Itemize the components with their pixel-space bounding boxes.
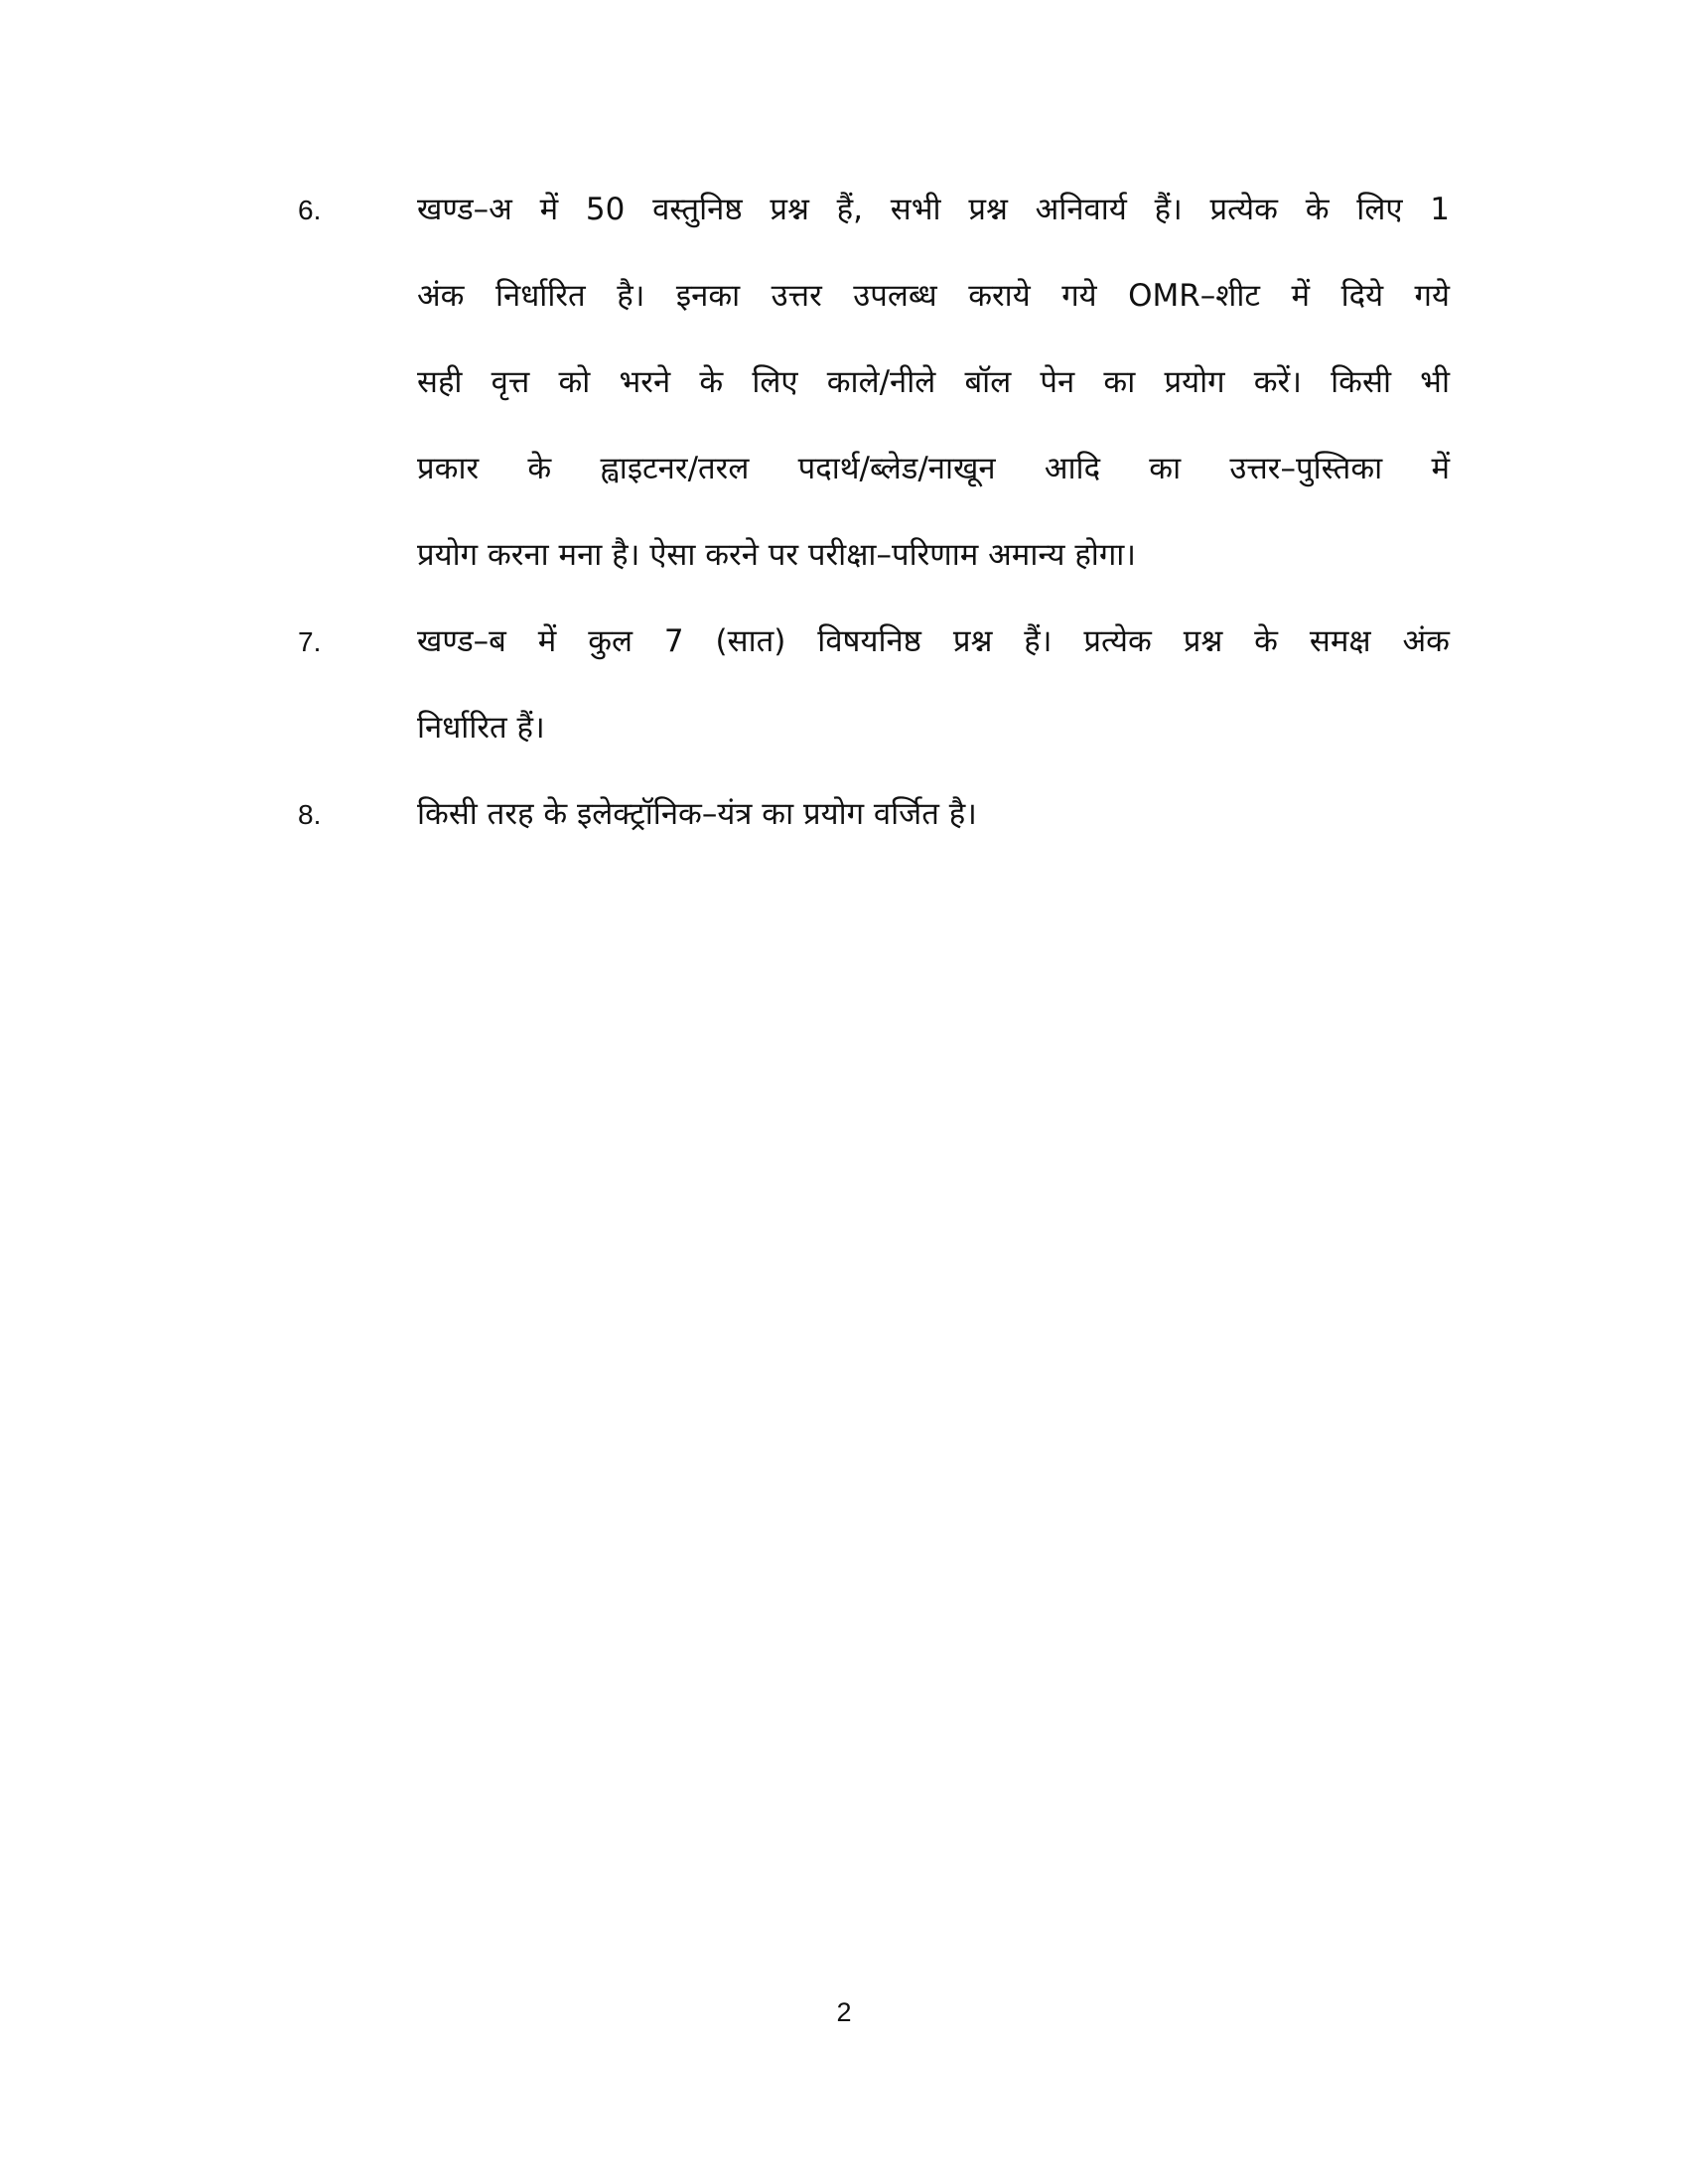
instruction-item-8	[298, 771, 1450, 858]
instruction-item-6	[298, 167, 1450, 599]
text-line: प्रकार के ह्वाइटनर/तरल पदार्थ/ब्लेड/नाखून आदि का उत्तर–पुस्तिका में	[417, 451, 1450, 486]
item-text	[417, 599, 1450, 771]
item-number: 6.	[298, 195, 322, 225]
text-line: प्रयोग करना मना है। ऐसा करने पर परीक्षा–परिणाम अमान्य होगा।	[417, 537, 1137, 573]
item-text	[417, 167, 1450, 599]
text-line: किसी तरह के इलेक्ट्रॉनिक–यंत्र का प्रयोग वर्जित है।	[417, 796, 977, 832]
text-line: सही वृत्त को भरने के लिए काले/नीले बॉल पेन का प्रयोग करें। किसी भी	[417, 364, 1450, 400]
text-line: खण्ड–अ में 50 वस्तुनिष्ठ प्रश्न हैं, सभी प्रश्न अनिवार्य हैं। प्रत्येक के लिए 1	[417, 192, 1450, 227]
text-line: खण्ड–ब में कुल 7 (सात) विषयनिष्ठ प्रश्न हैं। प्रत्येक प्रश्न के समक्ष अंक	[417, 623, 1450, 659]
item-text	[417, 771, 1450, 858]
text-line: निर्धारित हैं।	[417, 710, 545, 746]
instruction-item-7	[298, 599, 1450, 771]
text-line: अंक निर्धारित है। इनका उत्तर उपलब्ध कराये गये OMR–शीट में दिये गये	[417, 278, 1450, 314]
item-number: 8.	[298, 799, 322, 830]
page-number: 2	[836, 1997, 852, 2027]
item-number: 7.	[298, 626, 322, 657]
